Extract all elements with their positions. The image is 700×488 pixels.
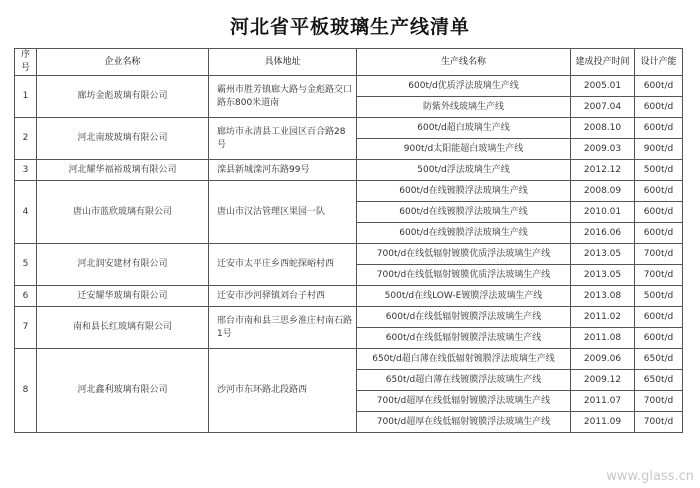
cell-capacity: 600t/d	[635, 97, 683, 118]
cell-date: 2011.07	[571, 391, 635, 412]
cell-capacity: 650t/d	[635, 349, 683, 370]
cell-capacity: 600t/d	[635, 307, 683, 328]
header-capacity: 设计产能	[635, 49, 683, 76]
cell-capacity: 900t/d	[635, 139, 683, 160]
cell-company: 河北耀华福裕玻璃有限公司	[37, 160, 209, 181]
cell-date: 2011.02	[571, 307, 635, 328]
cell-capacity: 600t/d	[635, 328, 683, 349]
cell-line-name: 600t/d在线镀膜浮法玻璃生产线	[357, 202, 571, 223]
cell-date: 2011.09	[571, 412, 635, 433]
table-row	[15, 160, 683, 181]
cell-line-name: 700t/d超厚在线低辐射镀膜浮法玻璃生产线	[357, 412, 571, 433]
cell-address: 沙河市东环路北段路西	[209, 349, 357, 433]
cell-company: 南和县长红玻璃有限公司	[37, 307, 209, 349]
cell-line-name: 600t/d在线低辐射镀膜浮法玻璃生产线	[357, 328, 571, 349]
table-row	[15, 76, 683, 97]
cell-line-name: 600t/d在线镀膜浮法玻璃生产线	[357, 223, 571, 244]
cell-no: 8	[15, 349, 37, 433]
cell-date: 2007.04	[571, 97, 635, 118]
table-header-row	[15, 49, 683, 76]
cell-capacity: 700t/d	[635, 244, 683, 265]
cell-date: 2008.09	[571, 181, 635, 202]
cell-company: 河北鑫利玻璃有限公司	[37, 349, 209, 433]
cell-line-name: 500t/d浮法玻璃生产线	[357, 160, 571, 181]
cell-capacity: 600t/d	[635, 118, 683, 139]
cell-capacity: 650t/d	[635, 370, 683, 391]
cell-address: 霸州市胜芳镇廊大路与金彪路交口路东800米道南	[209, 76, 357, 118]
cell-date: 2013.05	[571, 265, 635, 286]
cell-line-name: 500t/d在线LOW-E镀膜浮法玻璃生产线	[357, 286, 571, 307]
header-line: 生产线名称	[357, 49, 571, 76]
cell-no: 1	[15, 76, 37, 118]
cell-no: 3	[15, 160, 37, 181]
cell-line-name: 650t/d超白薄在线镀膜浮法玻璃生产线	[357, 370, 571, 391]
cell-date: 2009.12	[571, 370, 635, 391]
cell-line-name: 防紫外线玻璃生产线	[357, 97, 571, 118]
cell-capacity: 600t/d	[635, 76, 683, 97]
cell-capacity: 500t/d	[635, 160, 683, 181]
cell-capacity: 700t/d	[635, 412, 683, 433]
cell-no: 6	[15, 286, 37, 307]
cell-company: 廊坊金彪玻璃有限公司	[37, 76, 209, 118]
cell-capacity: 600t/d	[635, 202, 683, 223]
cell-company: 河北润安建材有限公司	[37, 244, 209, 286]
cell-line-name: 700t/d在线低辐射镀膜优质浮法玻璃生产线	[357, 244, 571, 265]
cell-date: 2009.03	[571, 139, 635, 160]
table-body	[15, 76, 683, 433]
cell-line-name: 600t/d优质浮法玻璃生产线	[357, 76, 571, 97]
cell-address: 迁安市太平庄乡西蛇探峪村西	[209, 244, 357, 286]
cell-line-name: 600t/d在线低辐射镀膜浮法玻璃生产线	[357, 307, 571, 328]
cell-capacity: 600t/d	[635, 181, 683, 202]
table-row	[15, 118, 683, 139]
cell-line-name: 650t/d超白薄在线低辐射镀膜浮法玻璃生产线	[357, 349, 571, 370]
cell-date: 2012.12	[571, 160, 635, 181]
cell-address: 滦县新城滦河东路99号	[209, 160, 357, 181]
cell-date: 2013.08	[571, 286, 635, 307]
cell-line-name: 600t/d在线镀膜浮法玻璃生产线	[357, 181, 571, 202]
cell-date: 2011.08	[571, 328, 635, 349]
cell-date: 2010.01	[571, 202, 635, 223]
cell-date: 2008.10	[571, 118, 635, 139]
cell-date: 2009.06	[571, 349, 635, 370]
cell-address: 廊坊市永清县工业园区百合路28号	[209, 118, 357, 160]
cell-date: 2016.06	[571, 223, 635, 244]
cell-line-name: 900t/d太阳能超白玻璃生产线	[357, 139, 571, 160]
cell-capacity: 500t/d	[635, 286, 683, 307]
cell-address: 唐山市汉沽管理区果园一队	[209, 181, 357, 244]
cell-address: 邢台市南和县三思乡淮庄村南石路1号	[209, 307, 357, 349]
header-company: 企业名称	[37, 49, 209, 76]
cell-date: 2005.01	[571, 76, 635, 97]
cell-line-name: 700t/d在线低辐射镀膜优质浮法玻璃生产线	[357, 265, 571, 286]
cell-no: 5	[15, 244, 37, 286]
cell-no: 7	[15, 307, 37, 349]
table-row	[15, 286, 683, 307]
table-row	[15, 181, 683, 202]
cell-line-name: 600t/d超白玻璃生产线	[357, 118, 571, 139]
watermark: www.glass.cn	[606, 469, 694, 484]
page-title: 河北省平板玻璃生产线清单	[229, 16, 470, 38]
table-row	[15, 349, 683, 370]
header-address: 具体地址	[209, 49, 357, 76]
table-row	[15, 307, 683, 328]
cell-no: 2	[15, 118, 37, 160]
cell-no: 4	[15, 181, 37, 244]
glass-production-table	[14, 48, 683, 433]
cell-date: 2013.05	[571, 244, 635, 265]
cell-company: 唐山市蓝欣玻璃有限公司	[37, 181, 209, 244]
header-date: 建成投产时间	[571, 49, 635, 76]
header-no: 序号	[15, 49, 37, 76]
cell-company: 迁安耀华玻璃有限公司	[37, 286, 209, 307]
cell-capacity: 700t/d	[635, 391, 683, 412]
table-row	[15, 244, 683, 265]
cell-capacity: 700t/d	[635, 265, 683, 286]
cell-capacity: 600t/d	[635, 223, 683, 244]
cell-line-name: 700t/d超厚在线低辐射镀膜浮法玻璃生产线	[357, 391, 571, 412]
cell-company: 河北南玻玻璃有限公司	[37, 118, 209, 160]
cell-address: 迁安市沙河驿镇刘台子村西	[209, 286, 357, 307]
